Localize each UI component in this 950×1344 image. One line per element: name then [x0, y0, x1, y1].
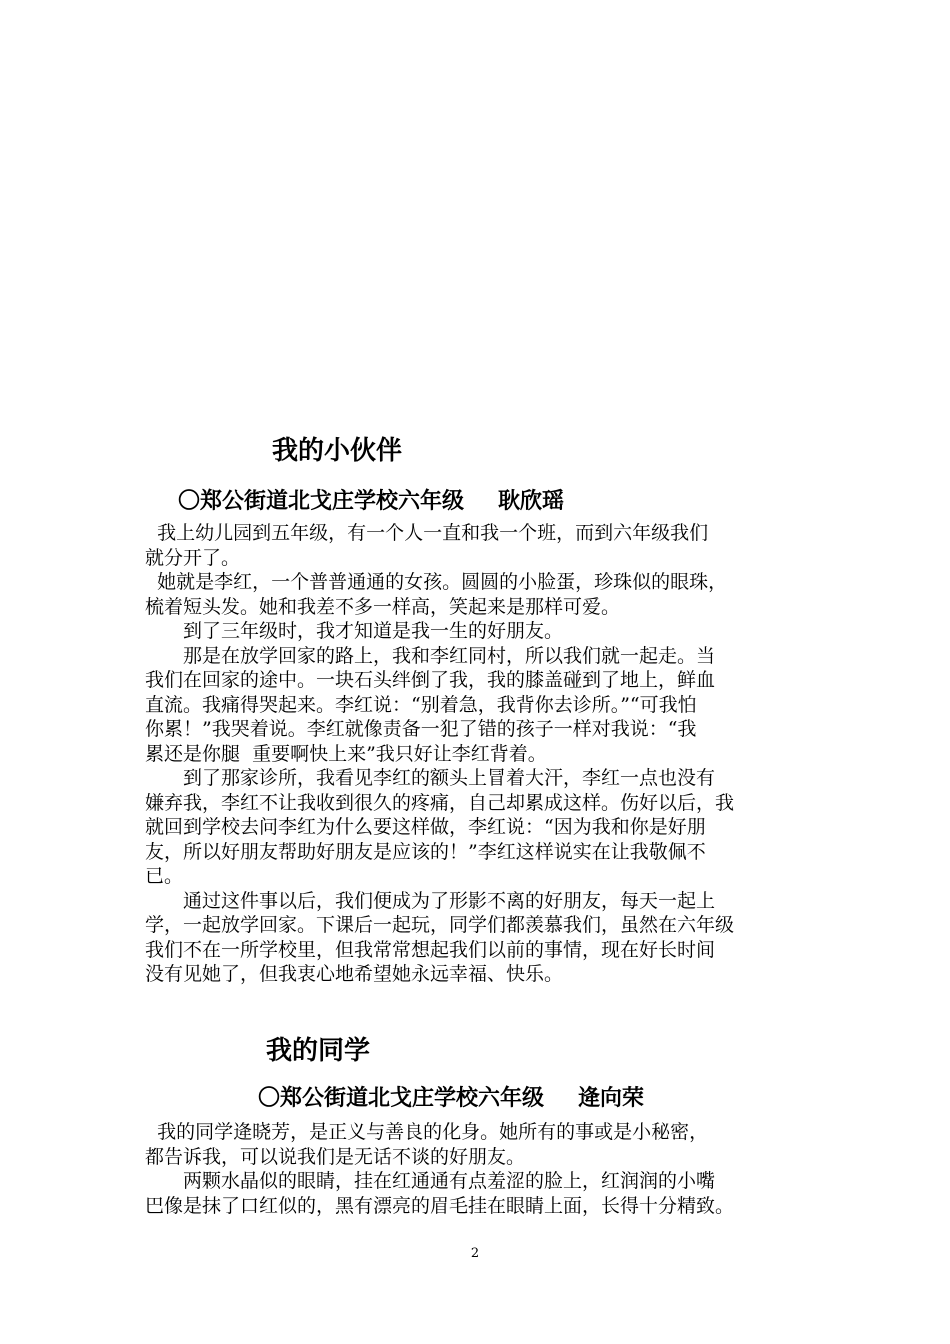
article-1-byline [178, 484, 564, 515]
article-1-line: 她就是李红，一个普普通通的女孩。圆圆的小脸蛋，珍珠似的眼珠， [145, 571, 728, 593]
article-1-line: 到了那家诊所，我看见李红的额头上冒着大汗，李红一点也没有 [145, 767, 716, 789]
article-1-line: 就分开了。 [145, 546, 241, 569]
article-1-line: 直流。我痛得哭起来。李红说：“别着急，我背你去诊所。”“可我怕 [145, 693, 697, 716]
page-number: 2 [470, 1246, 480, 1261]
article-1-line: 友，所以好朋友帮助好朋友是应该的！”李红这样说实在让我敬佩不 [145, 840, 706, 863]
article-2-title: 我的同学 [266, 1036, 371, 1066]
article-1-line: 梳着短头发。她和我差不多一样高，笑起来是那样可爱。 [145, 595, 621, 618]
article-2-body [145, 1120, 835, 1218]
article-1-line: 嫌弃我，李红不让我收到很久的疼痛，自己却累成这样。伤好以后，我 [145, 791, 735, 814]
article-2-school: 〇郑公街道北戈庄学校六年级 [258, 1085, 545, 1111]
article-1-line: 学，一起放学回家。下课后一起玩，同学们都羡慕我们，虽然在六年级 [145, 914, 735, 936]
article-1-title: 我的小伙伴 [272, 436, 403, 466]
article-1-author: 耿欣瑶 [498, 488, 565, 514]
article-2-line: 巴像是抹了口红似的，黑有漂亮的眉毛挂在眼睛上面，长得十分精致。 [145, 1194, 735, 1217]
article-1-line: 到了三年级时，我才知道是我一生的好朋友。 [145, 620, 564, 642]
article-1-line: 你累！”我哭着说。李红就像责备一犯了错的孩子一样对我说：“我 [145, 718, 697, 740]
article-1-school: 〇郑公街道北戈庄学校六年级 [178, 488, 465, 514]
article-1-line: 没有见她了，但我衷心地希望她永远幸福、快乐。 [145, 963, 564, 985]
article-1-line: 累还是你腿 重要啊快上来”我只好让李红背着。 [145, 742, 547, 765]
article-1-line: 我们在回家的途中。一块石头绊倒了我，我的膝盖碰到了地上，鲜血 [145, 669, 716, 691]
article-1-line: 我们不在一所学校里，但我常常想起我们以前的事情，现在好长时间 [145, 938, 716, 961]
article-1-line: 已。 [145, 865, 184, 887]
article-1-body [145, 521, 835, 987]
article-1-line: 就回到学校去问李红为什么要这样做，李红说：“因为我和你是好朋 [145, 816, 706, 838]
article-2-author: 逄向荣 [578, 1085, 645, 1111]
article-2-line: 两颗水晶似的眼睛，挂在红通通有点羞涩的脸上，红润润的小嘴 [145, 1170, 716, 1192]
article-2-line: 我的同学逄晓芳，是正义与善良的化身。她所有的事或是小秘密， [145, 1121, 709, 1143]
article-2-line: 都告诉我，可以说我们是无话不谈的好朋友。 [145, 1145, 526, 1168]
article-1-line: 那是在放学回家的路上，我和李红同村，所以我们就一起走。当 [145, 644, 716, 667]
article-1-line: 通过这件事以后，我们便成为了形影不离的好朋友，每天一起上 [145, 889, 716, 912]
article-2-byline [258, 1081, 644, 1112]
article-1-line: 我上幼儿园到五年级，有一个人一直和我一个班，而到六年级我们 [145, 522, 709, 544]
